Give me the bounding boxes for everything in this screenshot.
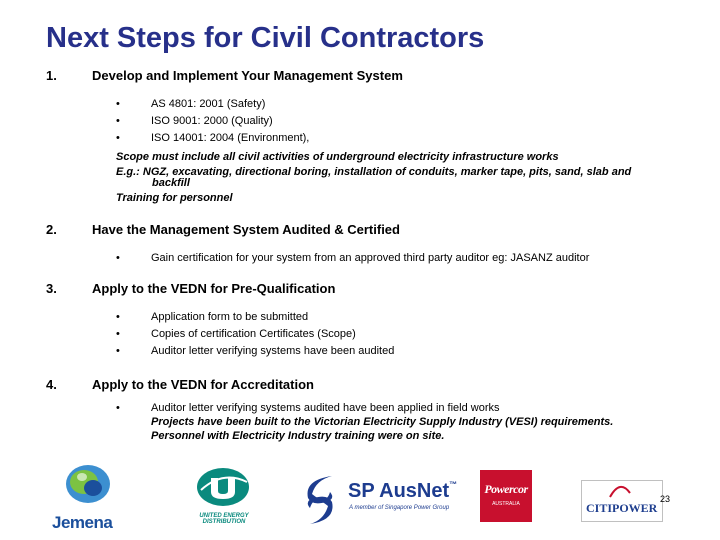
bullet-text: Copies of certification Certificates (Scope) xyxy=(151,328,356,340)
step-1-number: 1. xyxy=(46,68,57,83)
list-item xyxy=(116,309,394,326)
partner-logo-strip xyxy=(44,454,676,536)
list-item xyxy=(116,402,613,415)
step-4-heading: Apply to the VEDN for Accreditation xyxy=(92,377,314,392)
list-item xyxy=(116,343,394,360)
united-energy-emblem-icon xyxy=(189,466,259,508)
accreditation-note-line: Personnel with Electricity Industry training were on site. xyxy=(151,430,445,442)
accreditation-note xyxy=(116,415,613,429)
step-4-bullet-list xyxy=(116,402,613,443)
step-2-bullet-list xyxy=(116,250,589,267)
step-2-heading: Have the Management System Audited & Certified xyxy=(92,222,400,237)
page-number: 23 xyxy=(660,494,671,504)
sp-ausnet-wordmark: SP AusNet™ xyxy=(348,480,458,502)
bullet-text: Application form to be submitted xyxy=(151,311,309,323)
scope-line: E.g.: NGZ, excavating, directional boring, installation of conduits, marker tape, pits, sand, slab and xyxy=(116,166,632,178)
bullet-text: AS 4801: 2001 (Safety) xyxy=(151,98,266,110)
jemena-wordmark: Jemena xyxy=(52,513,113,532)
bullet-icon: • xyxy=(116,328,120,340)
step-3-bullet-list xyxy=(116,309,394,360)
accreditation-note-line: Projects have been built to the Victorian Electricity Supply Industry (VESI) requirements. xyxy=(151,416,614,428)
page-title: Next Steps for Civil Contractors xyxy=(46,22,485,54)
sp-ausnet-logo xyxy=(296,472,476,528)
powercor-logo xyxy=(480,470,532,522)
step-1-bullet-list xyxy=(116,96,309,147)
jemena-emblem-icon xyxy=(52,462,128,506)
united-energy-subtitle: DISTRIBUTION xyxy=(202,519,246,525)
step-3-number: 3. xyxy=(46,281,57,296)
list-item xyxy=(116,113,309,130)
step-4-number: 4. xyxy=(46,377,57,392)
list-item xyxy=(116,250,589,267)
citipower-arc-icon xyxy=(608,483,632,499)
scope-line: Training for personnel xyxy=(116,192,233,204)
scope-note xyxy=(116,152,631,204)
scope-line: backfill xyxy=(152,177,190,189)
bullet-icon: • xyxy=(116,132,120,144)
powercor-subtitle: AUSTRALIA xyxy=(492,501,520,507)
citipower-logo xyxy=(581,480,663,522)
bullet-icon: • xyxy=(116,402,120,414)
step-2-number: 2. xyxy=(46,222,57,237)
bullet-text: Gain certification for your system from an approved third party auditor eg: JASANZ auditor xyxy=(151,252,590,264)
bullet-icon: • xyxy=(116,311,120,323)
sp-ausnet-tagline: A member of Singapore Power Group xyxy=(349,505,450,511)
jemena-logo xyxy=(52,462,128,532)
list-item xyxy=(116,130,309,147)
bullet-icon: • xyxy=(116,252,120,264)
list-item xyxy=(116,96,309,113)
bullet-text: Auditor letter verifying systems have been audited xyxy=(151,345,395,357)
bullet-text: ISO 9001: 2000 (Quality) xyxy=(151,115,273,127)
step-1-heading: Develop and Implement Your Management System xyxy=(92,68,403,83)
sp-ausnet-emblem-icon xyxy=(296,472,344,528)
united-energy-logo xyxy=(189,466,259,532)
bullet-text: ISO 14001: 2004 (Environment), xyxy=(151,132,310,144)
united-energy-wordmark: UNITED ENERGY xyxy=(199,513,249,519)
powercor-wordmark: Powercor xyxy=(484,482,528,496)
accreditation-note xyxy=(116,429,613,443)
list-item xyxy=(116,326,394,343)
citipower-wordmark: CITIPOWER xyxy=(586,501,658,515)
step-3-heading: Apply to the VEDN for Pre-Qualification xyxy=(92,281,336,296)
bullet-icon: • xyxy=(116,115,120,127)
bullet-icon: • xyxy=(116,98,120,110)
scope-line: Scope must include all civil activities of underground electricity infrastructure works xyxy=(116,151,559,163)
bullet-text: Auditor letter verifying systems audited have been applied in field works xyxy=(151,402,500,414)
bullet-icon: • xyxy=(116,345,120,357)
